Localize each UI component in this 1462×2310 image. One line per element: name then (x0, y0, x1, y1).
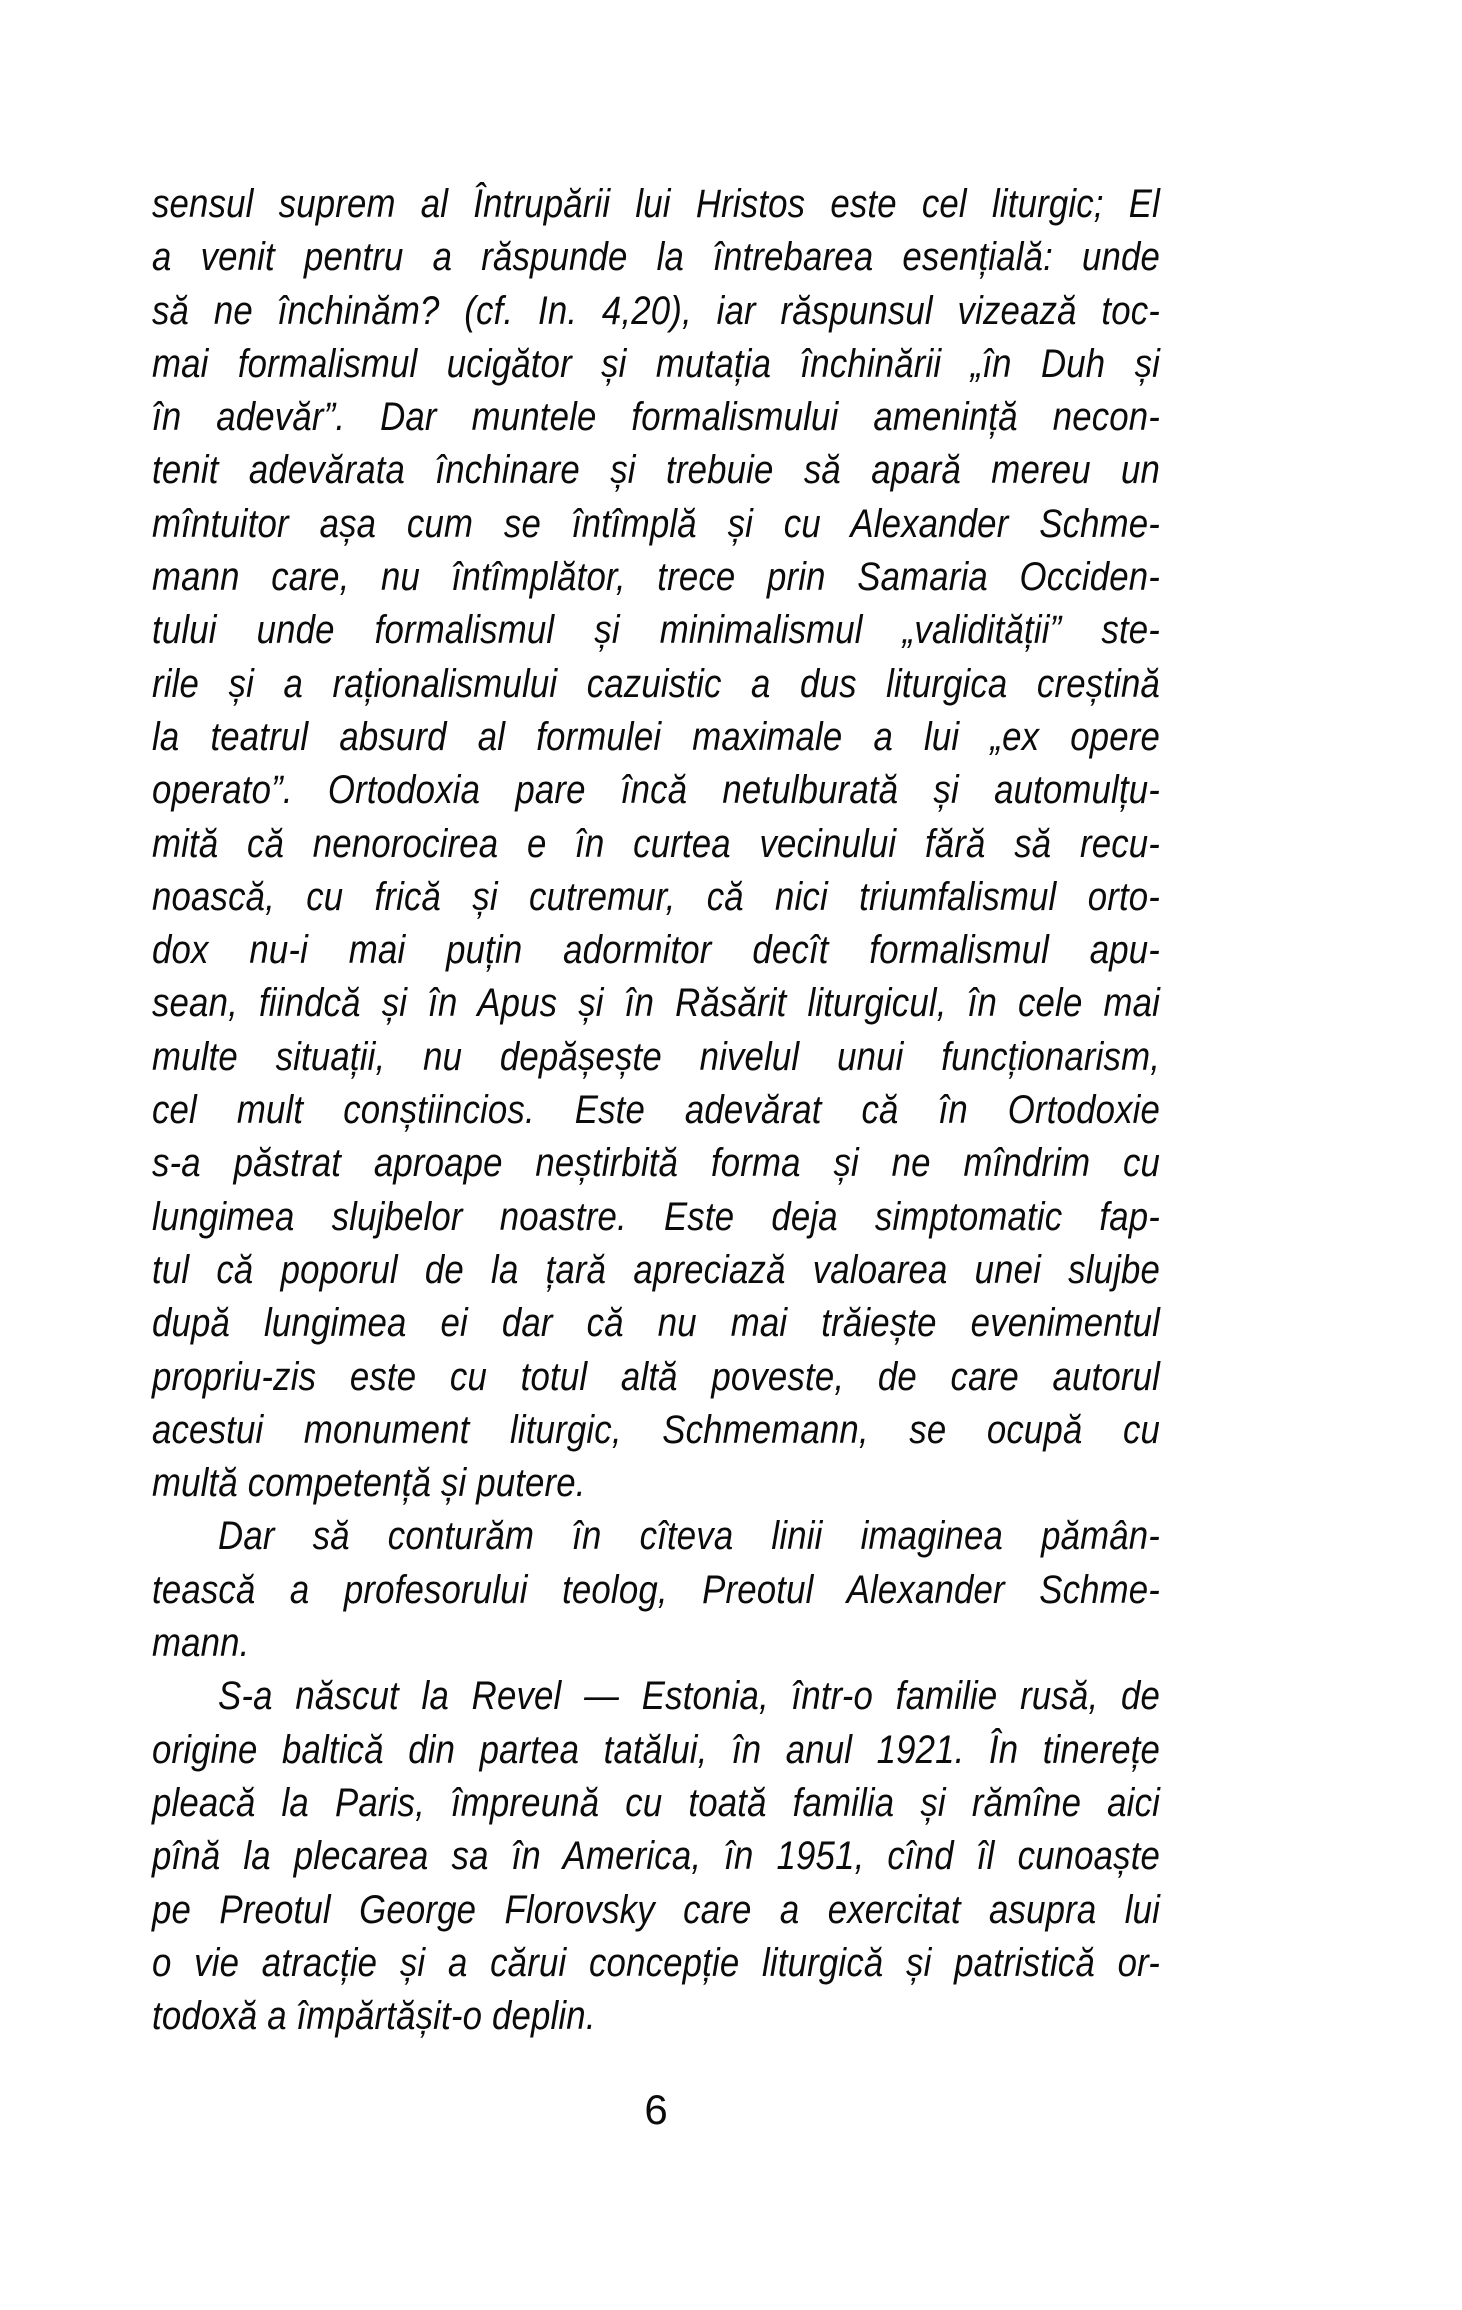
page-number: 6 (644, 2086, 668, 2133)
text-line: todoxă a împărtășit-o deplin. (152, 1994, 596, 2039)
text-line: mai formalismul ucigător și mutația închinării „în Duh și (152, 341, 1161, 386)
text-line: după lungimea ei dar că nu mai trăiește evenimentul (152, 1301, 1161, 1346)
text-line: pe Preotul George Florovsky care a exercitat asupra lui (152, 1887, 1161, 1932)
text-line: propriu-zis este cu totul altă poveste, de care autorul (152, 1354, 1161, 1399)
text-line: pînă la plecarea sa în America, în 1951, cînd îl cunoaște (152, 1834, 1161, 1879)
text-line: operato”. Ortodoxia pare încă netulburată și automulțu- (152, 768, 1161, 813)
text-line: multă competență și putere. (152, 1461, 586, 1506)
text-line: dox nu-i mai puțin adormitor decît formalismul apu- (152, 928, 1161, 973)
text-line: tului unde formalismul și minimalismul „validității” ste- (152, 608, 1161, 653)
body-text (152, 178, 1160, 2043)
text-line: acestui monument liturgic, Schmemann, se ocupă cu (152, 1407, 1161, 1452)
text-line: la teatrul absurd al formulei maximale a lui „ex opere (152, 714, 1161, 759)
text-line: mann. (152, 1621, 250, 1666)
text-line: cel mult conștiincios. Este adevărat că în Ortodoxie (152, 1088, 1161, 1133)
text-line: S-a născut la Revel — Estonia, într-o familie rusă, de (218, 1674, 1161, 1719)
text-line: în adevăr”. Dar muntele formalismului amenință necon- (152, 395, 1161, 440)
text-line: noască, cu frică și cutremur, că nici triumfalismul orto- (152, 874, 1161, 919)
text-column (152, 178, 1160, 2043)
text-line: a venit pentru a răspunde la întrebarea esențială: unde (152, 235, 1161, 280)
text-line: tească a profesorului teolog, Preotul Alexander Schme- (152, 1567, 1161, 1612)
text-line: rile și a raționalismului cazuistic a dus liturgica creștină (152, 661, 1161, 706)
text-line: mann care, nu întîmplător, trece prin Samaria Occiden- (152, 555, 1161, 600)
text-line: lungimea slujbelor noastre. Este deja simptomatic fap- (152, 1194, 1161, 1239)
text-line: Dar să conturăm în cîteva linii imaginea pămân- (218, 1514, 1161, 1559)
text-line: pleacă la Paris, împreună cu toată familia și rămîne aici (152, 1780, 1161, 1825)
text-line: sean, fiindcă și în Apus și în Răsărit liturgicul, în cele mai (152, 981, 1161, 1026)
text-line: s-a păstrat aproape neștirbită forma și ne mîndrim cu (152, 1141, 1161, 1186)
text-line: origine baltică din partea tatălui, în anul 1921. În tinerețe (152, 1727, 1161, 1772)
text-line: o vie atracție și a cărui concepție liturgică și patristică or- (152, 1940, 1161, 1985)
text-line: mîntuitor așa cum se întîmplă și cu Alexander Schme- (152, 501, 1161, 546)
text-line: tenit adevărata închinare și trebuie să apară mereu un (152, 448, 1161, 493)
text-line: sensul suprem al Întrupării lui Hristos este cel liturgic; El (152, 182, 1161, 226)
text-line: să ne închinăm? (cf. In. 4,20), iar răspunsul vizează toc- (152, 288, 1161, 333)
text-line: tul că poporul de la țară apreciază valoarea unei slujbe (152, 1247, 1161, 1292)
text-line: mită că nenorocirea e în curtea vecinului fără să recu- (152, 821, 1161, 866)
text-line: multe situații, nu depășește nivelul unui funcționarism, (152, 1034, 1161, 1079)
